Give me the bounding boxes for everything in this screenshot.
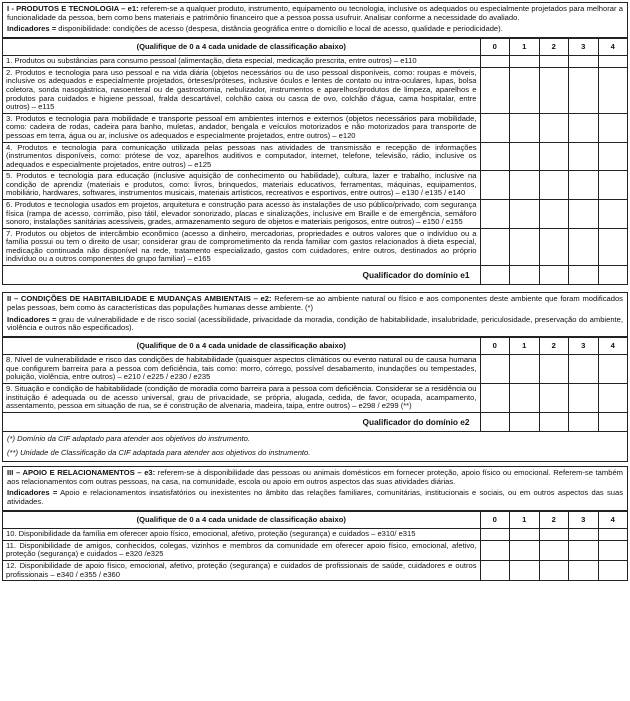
section-2-table-header: (Qualifique de 0 a 4 cada unidade de classificação abaixo) <box>3 337 481 355</box>
table-row <box>3 384 628 413</box>
score-cell[interactable] <box>480 67 510 113</box>
score-cell[interactable] <box>510 171 540 200</box>
section-1-indicators-paragraph <box>7 25 623 34</box>
score-header-1: 1 <box>510 511 540 529</box>
score-cell[interactable] <box>510 355 540 384</box>
score-cell[interactable] <box>569 529 599 541</box>
score-cell[interactable] <box>569 560 599 580</box>
score-cell[interactable] <box>480 355 510 384</box>
score-header-1: 1 <box>510 38 540 56</box>
assessment-form <box>2 2 628 581</box>
section-1-description-paragraph <box>7 5 623 22</box>
score-header-0: 0 <box>480 337 510 355</box>
section-2-heading: II – CONDIÇÕES DE HABITABILIDADE E MUDANÇAS AMBIENTAIS – e2: <box>7 294 272 304</box>
score-header-4: 4 <box>598 38 628 56</box>
score-cell[interactable] <box>510 560 540 580</box>
score-cell[interactable] <box>539 384 569 413</box>
table-row <box>3 56 628 68</box>
score-cell[interactable] <box>598 540 628 560</box>
score-cell[interactable] <box>539 56 569 68</box>
score-header-4: 4 <box>598 337 628 355</box>
section-3-indicators-text: Apoio e relacionamentos insatisfatórios ou inexistentes no âmbito das relações familiares, comunitárias, institucionais e sociais, ou em outros aspectos das suas atividades. <box>7 488 623 507</box>
score-cell[interactable] <box>510 384 540 413</box>
score-cell[interactable] <box>510 142 540 171</box>
score-cell[interactable] <box>539 142 569 171</box>
section-1-table-header-row <box>3 38 628 56</box>
qualifier-cell[interactable] <box>510 266 540 285</box>
section-3-table-header-row <box>3 511 628 529</box>
footnotes <box>2 432 628 462</box>
score-cell[interactable] <box>598 56 628 68</box>
item-11-text: 11. Disponibilidade de amigos, conhecidos, colegas, vizinhos e membros da comunidade em oferecer apoio físico, emocional, afetivo, proteção (segurança) e cuidados – e320 /e325 <box>3 540 481 560</box>
score-cell[interactable] <box>539 67 569 113</box>
score-cell[interactable] <box>510 67 540 113</box>
score-cell[interactable] <box>510 199 540 228</box>
table-row <box>3 199 628 228</box>
footnote-2: (**) Unidade de Classificação da CIF adaptada para atender aos objetivos do instrumento. <box>7 447 311 457</box>
section-3-intro <box>2 466 628 510</box>
score-cell[interactable] <box>598 67 628 113</box>
table-row <box>3 228 628 265</box>
score-cell[interactable] <box>598 560 628 580</box>
qualifier-cell[interactable] <box>539 266 569 285</box>
score-cell[interactable] <box>569 355 599 384</box>
score-cell[interactable] <box>569 228 599 265</box>
qualifier-cell[interactable] <box>598 412 628 431</box>
qualifier-cell[interactable] <box>569 266 599 285</box>
score-cell[interactable] <box>480 384 510 413</box>
score-cell[interactable] <box>569 540 599 560</box>
section-2-table-header-row <box>3 337 628 355</box>
score-header-0: 0 <box>480 38 510 56</box>
item-9-text: 9. Situação e condição de habitabilidade (condição de moradia como barreira para a pessoa com deficiência. Considerar se a residência ou instituição é adequada ou de acesso universal, grau de privacidade, se própria, alugada, cedida, de favor, ocupada, acampamento, assentamento, pessoa em situação de rua, se é construção de alvenaria, madeira, taipa, entre outros) – e298 / e299 (**) <box>3 384 481 413</box>
item-12-text: 12. Disponibilidade de apoio físico, emocional, afetivo, proteção (segurança) e cuidados de profissionais de saúde, cuidadores e outros profissionais – e340 / e355 / e360 <box>3 560 481 580</box>
item-8-text: 8. Nível de vulnerabilidade e risco das condições de habitabilidade (quaisquer aspectos climáticos ou evento natural ou de causa humana que configurem barreira para a pessoa com deficiência, tais como: morro, córrego, possível desabamento, inundações ou tempestades, poluição, violência, entre outros) – e210 / e225 / e230 / e235 <box>3 355 481 384</box>
spacer <box>2 285 628 292</box>
section-3-description-paragraph <box>7 469 623 486</box>
qualifier-cell[interactable] <box>569 412 599 431</box>
table-row <box>3 540 628 560</box>
score-cell[interactable] <box>480 540 510 560</box>
score-cell[interactable] <box>510 228 540 265</box>
section-2-indicators-paragraph <box>7 316 623 333</box>
qualifier-cell[interactable] <box>480 412 510 431</box>
score-cell[interactable] <box>569 199 599 228</box>
score-cell[interactable] <box>539 529 569 541</box>
table-row <box>3 142 628 171</box>
score-cell[interactable] <box>569 67 599 113</box>
score-cell[interactable] <box>480 560 510 580</box>
score-cell[interactable] <box>569 384 599 413</box>
qualifier-cell[interactable] <box>480 266 510 285</box>
section-2-indicators-label: Indicadores = <box>7 314 57 324</box>
score-header-2: 2 <box>539 337 569 355</box>
section-3-table <box>2 511 628 581</box>
item-6-text: 6. Produtos e tecnologia usados em projetos, arquitetura e construção para acesso às instalações de uso público/privado, com segurança física (rampa de acesso, corrimão, piso tátil, elevador sonorizado, placas e sinalizações, inclusive em Braille e de emergência, semáforo sonoro, instalações sanitárias acessíveis, grades, armazenamento seguro de objetos e materiais perigosos, entre outros) – e150 / e155 <box>3 199 481 228</box>
section-2-indicators-text: grau de vulnerabilidade e de risco social (acessibilidade, privacidade da moradia, condição de habitabilidade, insalubridade, periculosidade, preservação do ambiente, violência e outros não especificados). <box>7 314 623 333</box>
score-cell[interactable] <box>510 529 540 541</box>
score-cell[interactable] <box>539 355 569 384</box>
section-2-description-paragraph <box>7 295 623 312</box>
score-header-3: 3 <box>569 511 599 529</box>
score-cell[interactable] <box>598 529 628 541</box>
score-header-1: 1 <box>510 337 540 355</box>
qualifier-cell[interactable] <box>539 412 569 431</box>
score-cell[interactable] <box>598 199 628 228</box>
score-cell[interactable] <box>539 560 569 580</box>
score-cell[interactable] <box>539 199 569 228</box>
section-1-table-header: (Qualifique de 0 a 4 cada unidade de classificação abaixo) <box>3 38 481 56</box>
qualifier-cell[interactable] <box>510 412 540 431</box>
score-cell[interactable] <box>539 113 569 142</box>
score-cell[interactable] <box>598 113 628 142</box>
section-2-qualifier-label: Qualificador do domínio e2 <box>3 412 481 431</box>
section-1-intro <box>2 2 628 38</box>
table-row <box>3 529 628 541</box>
score-cell[interactable] <box>569 56 599 68</box>
score-cell[interactable] <box>539 540 569 560</box>
section-2-qualifier-row <box>3 412 628 431</box>
section-1-description: referem-se a qualquer produto, instrumento, equipamento ou tecnologia, inclusive os adequados ou especialmente projetados para melhorar a funcionalidade da pessoa, bem como bens materiais e patrimônio financeiro que a pessoa possa usufruir. Analisar conforme a necessidade do avaliado. <box>7 4 624 22</box>
section-1-table <box>2 38 628 286</box>
table-row <box>3 560 628 580</box>
item-5-text: 5. Produtos e tecnologia para educação (inclusive aquisição de conhecimento ou habilidade), cultura, lazer e trabalho, inclusive na condição de aprendiz (materiais e produtos, como: livros, brinquedos, materiais educativos, ferramentas, máquinas, equipamentos, mobiliário, hardwares, softwares, instrumentos musicais, materiais artísticos, recreativos e esportivos, entre outros) – e130 / e135 / e140 <box>3 171 481 200</box>
section-1-qualifier-label: Qualificador do domínio e1 <box>3 266 481 285</box>
item-7-text: 7. Produtos ou objetos de intercâmbio econômico (acesso a dinheiro, mercadorias, propriedades e outros valores que o indivíduo ou a família possui ou tem o direito de usar; considerar grau de comprometimento da renda familiar com gastos relacionados à dieta especial, medicação continuada não disponível na rede, tratamento especializado, gastos com cuidadores, entre outros, destinados ao próprio indivíduo ou a outros componentes do grupo familiar) – e165 <box>3 228 481 265</box>
footnote-1: (*) Domínio da CIF adaptado para atender aos objetivos do instrumento. <box>7 434 250 444</box>
section-2-table <box>2 337 628 432</box>
qualifier-cell[interactable] <box>598 266 628 285</box>
score-header-0: 0 <box>480 511 510 529</box>
section-1-heading: I - PRODUTOS E TECNOLOGIA – e1: <box>7 4 139 13</box>
score-header-2: 2 <box>539 511 569 529</box>
score-cell[interactable] <box>598 171 628 200</box>
score-header-3: 3 <box>569 38 599 56</box>
score-cell[interactable] <box>480 142 510 171</box>
score-cell[interactable] <box>480 529 510 541</box>
section-3-indicators-label: Indicadores = <box>7 488 58 498</box>
section-2-description: Referem-se ao ambiente natural ou físico e aos componentes deste ambiente que foram modificados pelas pessoas, bem como às características das populações humanas desse ambiente. (*) <box>7 294 623 312</box>
score-cell[interactable] <box>598 228 628 265</box>
item-3-text: 3. Produtos e tecnologia para mobilidade e transporte pessoal em ambientes internos e externos (objetos necessários para mobilidade, como: cadeira de rodas, cadeira para banho, muletas, andador, bengala e veículos motorizados e não motorizados para transporte de pessoas em terra, água ou ar, inclusive os adequados e especialmente projetados, entre outros) – e120 <box>3 113 481 142</box>
score-header-2: 2 <box>539 38 569 56</box>
score-cell[interactable] <box>510 540 540 560</box>
score-cell[interactable] <box>510 113 540 142</box>
score-cell[interactable] <box>569 113 599 142</box>
score-cell[interactable] <box>480 228 510 265</box>
section-2-intro <box>2 292 628 336</box>
table-row <box>3 171 628 200</box>
score-cell[interactable] <box>539 228 569 265</box>
score-cell[interactable] <box>598 355 628 384</box>
section-3-description: referem-se à disponibilidade das pessoas ou animais domésticos em fornecer proteção, apoio físico ou emocional. Referem-se também aos relacionamentos com outras pessoas, na casa, na comunidade, escola ou apoio em outros aspectos das suas atividades diárias. <box>7 468 623 486</box>
score-cell[interactable] <box>510 56 540 68</box>
score-header-3: 3 <box>569 337 599 355</box>
section-1-qualifier-row <box>3 266 628 285</box>
score-cell[interactable] <box>598 384 628 413</box>
score-cell[interactable] <box>480 199 510 228</box>
score-header-4: 4 <box>598 511 628 529</box>
section-1-indicators-text: disponibilidade: condições de acesso (despesa, distância geográfica entre o domicílio e local de acesso, qualidade e periodicidade). <box>56 24 503 34</box>
section-3-table-header: (Qualifique de 0 a 4 cada unidade de classificação abaixo) <box>3 511 481 529</box>
score-cell[interactable] <box>569 142 599 171</box>
item-1-text: 1. Produtos ou substâncias para consumo pessoal (alimentação, dieta especial, medicação prescrita, entre outros) – e110 <box>3 56 481 68</box>
score-cell[interactable] <box>480 171 510 200</box>
section-1-indicators-label: Indicadores = <box>7 24 57 34</box>
item-4-text: 4. Produtos e tecnologia para comunicação utilizada pelas pessoas nas atividades de transmissão e recepção de informações (instrumentos disponíveis, como: prótese de voz, aparelhos auditivos e computador, internet, telefone, televisão, rádio, inclusive os adequados e especialmente projetados, entre outros) – e125 <box>3 142 481 171</box>
table-row <box>3 113 628 142</box>
item-10-text: 10. Disponibilidade da família em oferecer apoio físico, emocional, afetivo, proteção (segurança) e cuidados – e310/ e315 <box>3 529 481 541</box>
score-cell[interactable] <box>569 171 599 200</box>
score-cell[interactable] <box>480 113 510 142</box>
item-2-text: 2. Produtos e tecnologia para uso pessoal e na vida diária (objetos necessários ou de uso pessoal disponíveis, como: roupas e móveis, inclusive os adequados e especialmente projetados, órteses/próteses, inclusive óculos e lentes de contato ou intra-oculares, lupas, bolsa coletora, sonda nasogástrica, nasoenteral ou de gastrostomia, nebulizador, instrumentos e aparelhos/produtos de limpeza, aparelhos e produtos para cuidados e higiene pessoal, fralda descartável, colchão caixa ou casca de ovo, colchão d'água, cama hospitalar, entre outros) – e115 <box>3 67 481 113</box>
score-cell[interactable] <box>598 142 628 171</box>
section-3-heading: III – APOIO E RELACIONAMENTOS – e3: <box>7 468 156 478</box>
score-cell[interactable] <box>539 171 569 200</box>
table-row <box>3 67 628 113</box>
table-row <box>3 355 628 384</box>
score-cell[interactable] <box>480 56 510 68</box>
section-3-indicators-paragraph <box>7 489 623 506</box>
